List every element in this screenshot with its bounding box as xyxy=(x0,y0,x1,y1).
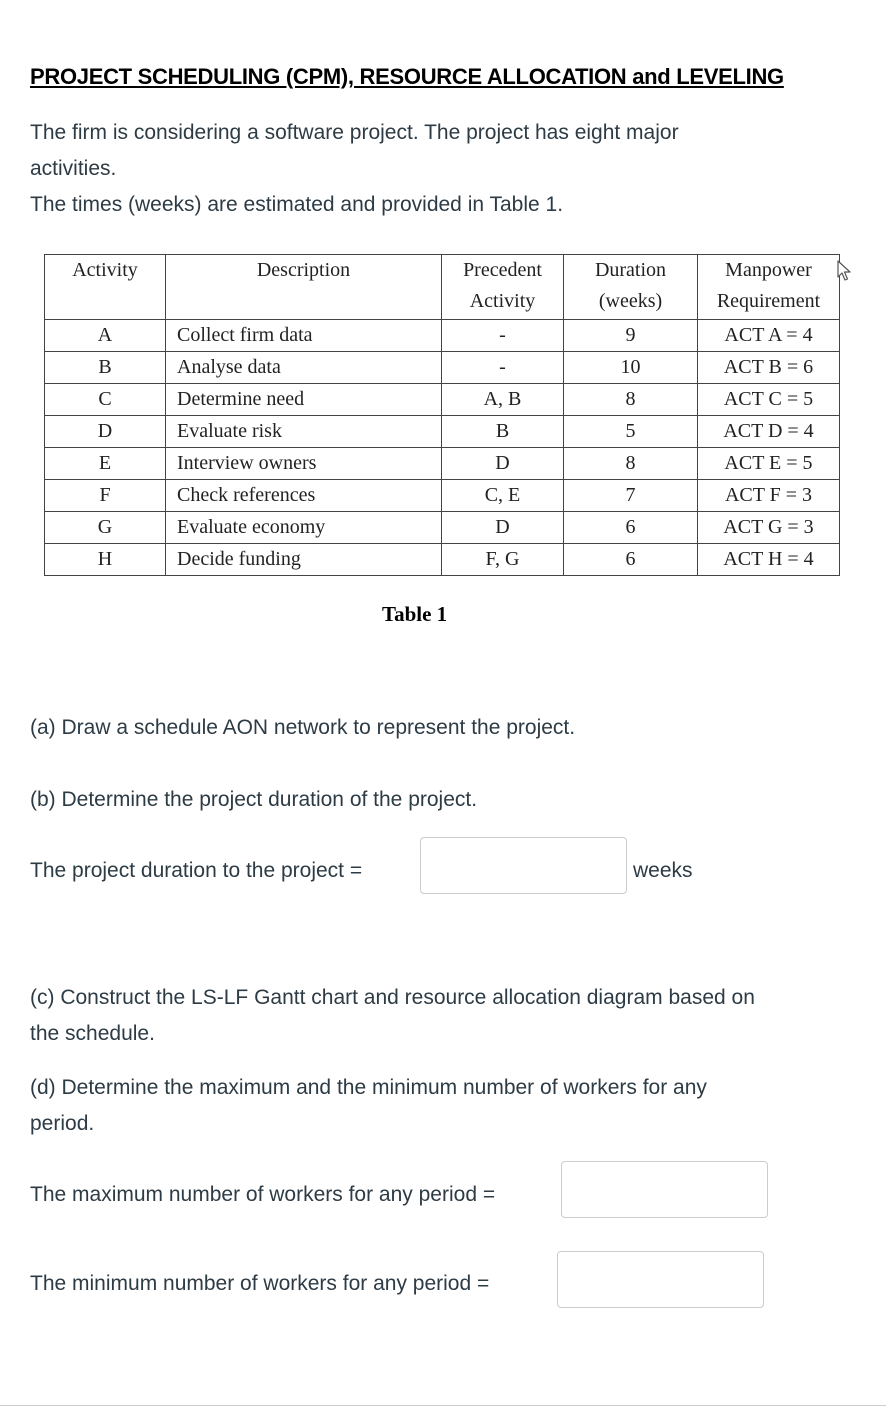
cell-activity: D xyxy=(45,416,166,448)
cell-description: Decide funding xyxy=(166,544,442,576)
cell-precedent: D xyxy=(442,512,564,544)
cell-manpower: ACT E = 5 xyxy=(698,448,840,480)
cell-manpower: ACT A = 4 xyxy=(698,320,840,352)
cell-duration: 5 xyxy=(564,416,698,448)
duration-label: The project duration to the project = xyxy=(30,859,363,882)
header-duration: Duration (weeks) xyxy=(564,255,698,320)
max-workers-label: The maximum number of workers for any period = xyxy=(30,1183,496,1206)
cell-manpower: ACT F = 3 xyxy=(698,480,840,512)
table-header-row xyxy=(45,255,840,320)
cell-activity: H xyxy=(45,544,166,576)
cell-precedent: D xyxy=(442,448,564,480)
cell-precedent: - xyxy=(442,320,564,352)
table-caption: Table 1 xyxy=(382,602,448,626)
cell-activity: A xyxy=(45,320,166,352)
cell-duration: 7 xyxy=(564,480,698,512)
cell-manpower: ACT B = 6 xyxy=(698,352,840,384)
min-workers-label: The minimum number of workers for any period = xyxy=(30,1272,490,1295)
cell-manpower: ACT D = 4 xyxy=(698,416,840,448)
page-title: PROJECT SCHEDULING (CPM), RESOURCE ALLOCATION and LEVELING xyxy=(30,64,784,89)
cell-duration: 6 xyxy=(564,512,698,544)
cell-activity: E xyxy=(45,448,166,480)
header-activity: Activity xyxy=(45,255,166,320)
table-row xyxy=(45,352,840,384)
cell-description: Evaluate risk xyxy=(166,416,442,448)
cell-duration: 8 xyxy=(564,384,698,416)
intro-line-2: activities. xyxy=(30,157,117,180)
cell-manpower: ACT H = 4 xyxy=(698,544,840,576)
cell-duration: 8 xyxy=(564,448,698,480)
cell-description: Check references xyxy=(166,480,442,512)
table-row xyxy=(45,480,840,512)
cell-precedent: B xyxy=(442,416,564,448)
intro-line-3: The times (weeks) are estimated and provided in Table 1. xyxy=(30,193,564,216)
cell-description: Determine need xyxy=(166,384,442,416)
table-row xyxy=(45,416,840,448)
header-description: Description xyxy=(166,255,442,320)
question-c-line-1: (c) Construct the LS-LF Gantt chart and resource allocation diagram based on xyxy=(30,986,755,1009)
cell-activity: G xyxy=(45,512,166,544)
duration-unit: weeks xyxy=(633,859,693,882)
cell-activity: C xyxy=(45,384,166,416)
table-row xyxy=(45,512,840,544)
cell-activity: F xyxy=(45,480,166,512)
question-d-line-1: (d) Determine the maximum and the minimum number of workers for any xyxy=(30,1076,707,1099)
table-row xyxy=(45,448,840,480)
cell-duration: 9 xyxy=(564,320,698,352)
question-a: (a) Draw a schedule AON network to represent the project. xyxy=(30,716,576,739)
min-workers-input[interactable] xyxy=(557,1251,764,1308)
cell-duration: 6 xyxy=(564,544,698,576)
header-precedent: Precedent Activity xyxy=(442,255,564,320)
cell-manpower: ACT C = 5 xyxy=(698,384,840,416)
mouse-pointer-icon xyxy=(836,260,854,282)
question-b: (b) Determine the project duration of the project. xyxy=(30,788,478,811)
duration-input[interactable] xyxy=(420,837,627,894)
question-c-line-2: the schedule. xyxy=(30,1022,155,1045)
cell-description: Evaluate economy xyxy=(166,512,442,544)
cell-precedent: - xyxy=(442,352,564,384)
cell-description: Analyse data xyxy=(166,352,442,384)
cell-activity: B xyxy=(45,352,166,384)
activity-table xyxy=(44,254,840,576)
table-row xyxy=(45,544,840,576)
cell-description: Collect firm data xyxy=(166,320,442,352)
max-workers-input[interactable] xyxy=(561,1161,768,1218)
question-d-line-2: period. xyxy=(30,1112,95,1135)
cell-description: Interview owners xyxy=(166,448,442,480)
cell-precedent: A, B xyxy=(442,384,564,416)
bottom-divider xyxy=(0,1405,886,1406)
table-row xyxy=(45,384,840,416)
cell-precedent: F, G xyxy=(442,544,564,576)
intro-line-1: The firm is considering a software project. The project has eight major xyxy=(30,121,679,144)
cell-duration: 10 xyxy=(564,352,698,384)
cell-precedent: C, E xyxy=(442,480,564,512)
header-manpower: Manpower Requirement xyxy=(698,255,840,320)
cell-manpower: ACT G = 3 xyxy=(698,512,840,544)
table-row xyxy=(45,320,840,352)
